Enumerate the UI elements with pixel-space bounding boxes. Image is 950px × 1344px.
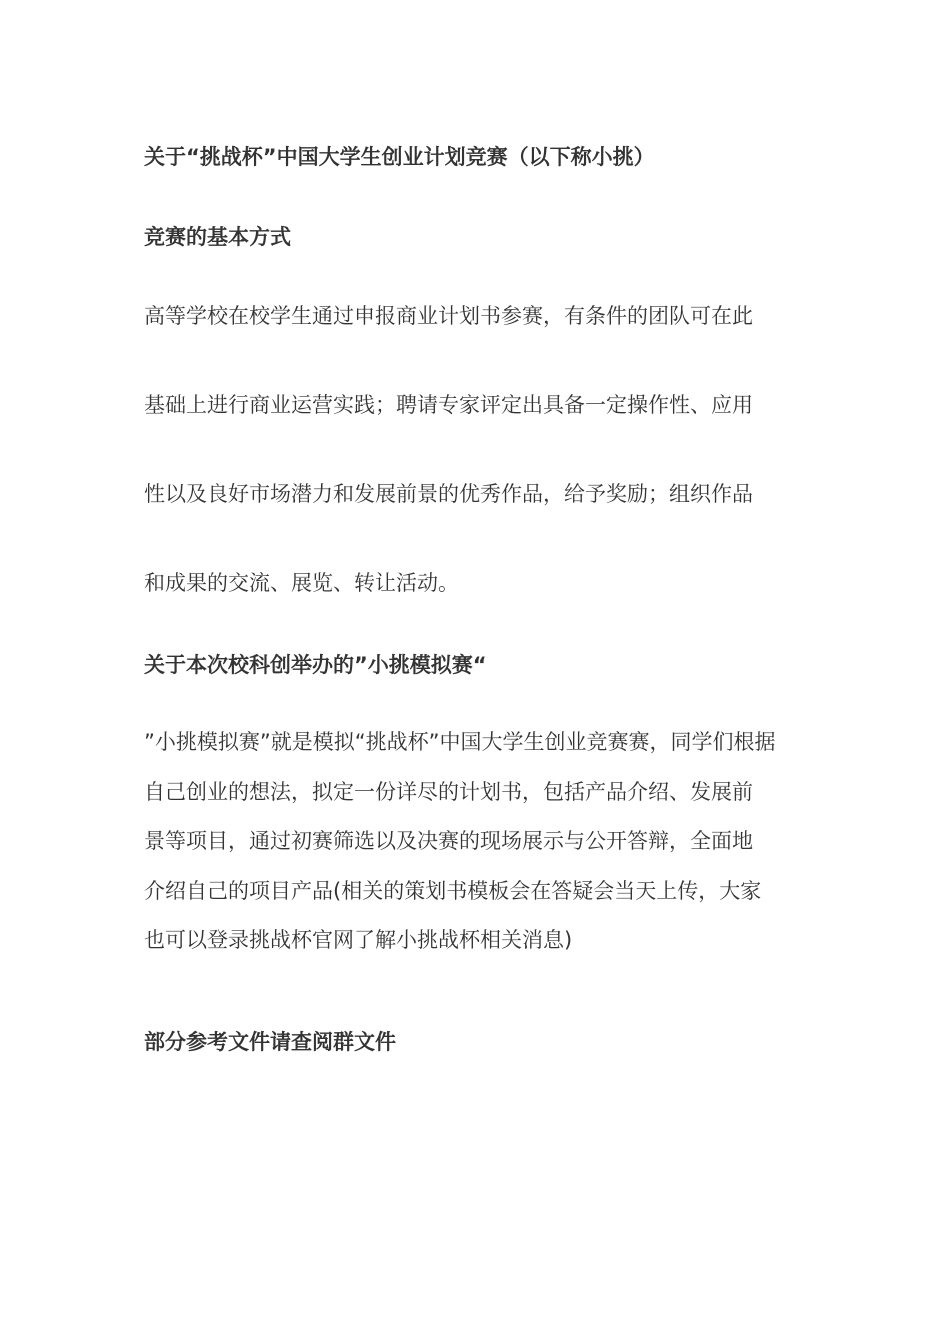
document-title: 关于“挑战杯”中国大学生创业计划竞赛（以下称小挑） xyxy=(144,145,655,169)
paragraph-simulation-contest xyxy=(144,718,814,966)
paragraph-line: 基础上进行商业运营实践；聘请专家评定出具备一定操作性、应用 xyxy=(144,393,753,417)
section-heading-competition-method: 竞赛的基本方式 xyxy=(144,225,291,249)
paragraph-line: 自己创业的想法，拟定一份详尽的计划书，包括产品介绍、发展前 xyxy=(144,779,753,804)
paragraph-line: 介绍自己的项目产品(相关的策划书模板会在答疑会当天上传，大家 xyxy=(144,878,762,903)
paragraph-competition-method xyxy=(144,272,814,628)
paragraph-line: ”小挑模拟赛”就是模拟“挑战杯”中国大学生创业竞赛赛，同学们根据 xyxy=(144,730,776,754)
section-heading-simulation-contest: 关于本次校科创举办的”小挑模拟赛“ xyxy=(144,653,487,677)
paragraph-line: 和成果的交流、展览、转让活动。 xyxy=(144,571,459,595)
paragraph-line: 高等学校在校学生通过申报商业计划书参赛，有条件的团队可在此 xyxy=(144,304,753,328)
paragraph-line: 景等项目，通过初赛筛选以及决赛的现场展示与公开答辩，全面地 xyxy=(144,829,753,853)
reference-files-note: 部分参考文件请查阅群文件 xyxy=(144,1030,396,1054)
paragraph-line: 也可以登录挑战杯官网了解小挑战杯相关消息) xyxy=(144,928,573,952)
paragraph-line: 性以及良好市场潜力和发展前景的优秀作品，给予奖励；组织作品 xyxy=(144,482,753,506)
